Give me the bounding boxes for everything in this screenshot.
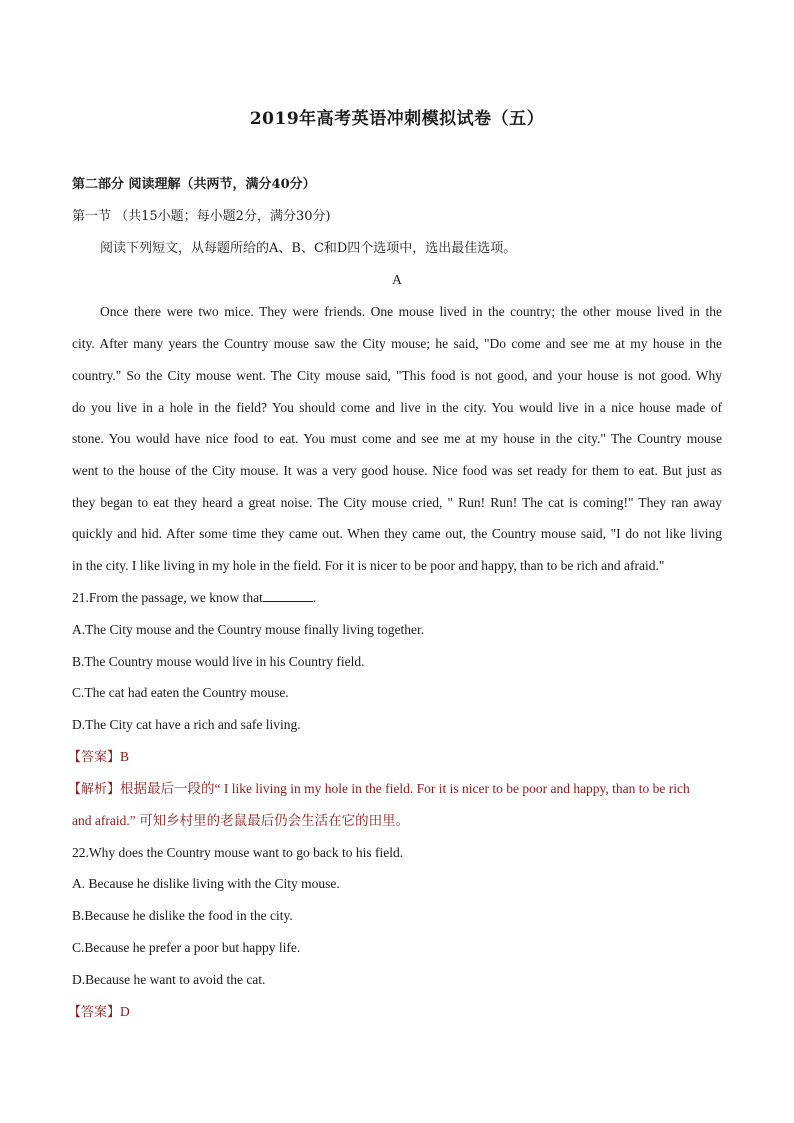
passage-line: stone. You would have nice food to eat. You must come and see me at my house in the city." The Country mouse: [72, 431, 722, 446]
question-22-option-b: B.Because he dislike the food in the city.: [72, 908, 293, 923]
passage-line: country." So the City mouse went. The City mouse said, "This food is not good, and your house is not good. Why: [72, 368, 722, 383]
instruction-text: 阅读下列短文，从每题所给的A、B、C和D四个选项中，选出最佳选项。: [100, 241, 517, 256]
passage-line: they began to eat they heard a great noise. The City mouse cried, " Run! Run! The cat is coming!" They ran away: [72, 495, 722, 510]
passage-line: quickly and hid. After some time they came out. When they came out, the Country mouse said, "I do not like living: [72, 526, 722, 541]
passage-label: A: [392, 272, 402, 287]
question-21-option-c: C.The cat had eaten the Country mouse.: [72, 685, 289, 700]
passage-line: city. After many years the Country mouse saw the City mouse; he said, "Do come and see me at my house in the: [72, 336, 722, 351]
question-21-option-b: B.The Country mouse would live in his Country field.: [72, 654, 365, 669]
question-21-analysis-continued: and afraid.” 可知乡村里的老鼠最后仍会生活在它的田里。: [72, 813, 410, 828]
question-21-option-a: A.The City mouse and the Country mouse finally living together.: [72, 622, 425, 637]
passage-line: Once there were two mice. They were friends. One mouse lived in the country; the other mouse lived in the: [100, 304, 722, 319]
question-21-option-d: D.The City cat have a rich and safe living.: [72, 717, 301, 732]
section-heading: 第一节 （共15小题；每小题2分，满分30分): [72, 209, 331, 224]
part-heading: 第二部分 阅读理解（共两节，满分40分）: [72, 177, 316, 192]
question-21-stem: 21.From the passage, we know that .: [72, 590, 317, 605]
question-22-option-d: D.Because he want to avoid the cat.: [72, 972, 266, 987]
question-22-option-a: A. Because he dislike living with the City mouse.: [72, 876, 340, 891]
answer-blank: [263, 591, 313, 602]
question-22-option-c: C.Because he prefer a poor but happy life.: [72, 940, 301, 955]
passage-line: in the city. I like living in my hole in the field. For it is nicer to be poor and happy, than to be rich and afraid.": [72, 558, 665, 573]
question-21-answer: 【答案】B: [68, 749, 130, 765]
question-21-analysis: 【解析】根据最后一段的“ I like living in my hole in the field. For it is nicer to be poor and happy, than to be rich: [68, 781, 690, 797]
question-22-stem: 22.Why does the Country mouse want to go back to his field.: [72, 845, 404, 860]
passage-line: do you live in a hole in the field? You should come and live in the city. You would live in a nice house made of: [72, 400, 722, 415]
page-title: 2019年高考英语冲刺模拟试卷（五）: [249, 109, 545, 129]
question-22-answer: 【答案】D: [68, 1004, 130, 1020]
passage-line: went to the house of the City mouse. It was a very good house. Nice food was set ready for them to eat. But just as: [72, 463, 722, 478]
